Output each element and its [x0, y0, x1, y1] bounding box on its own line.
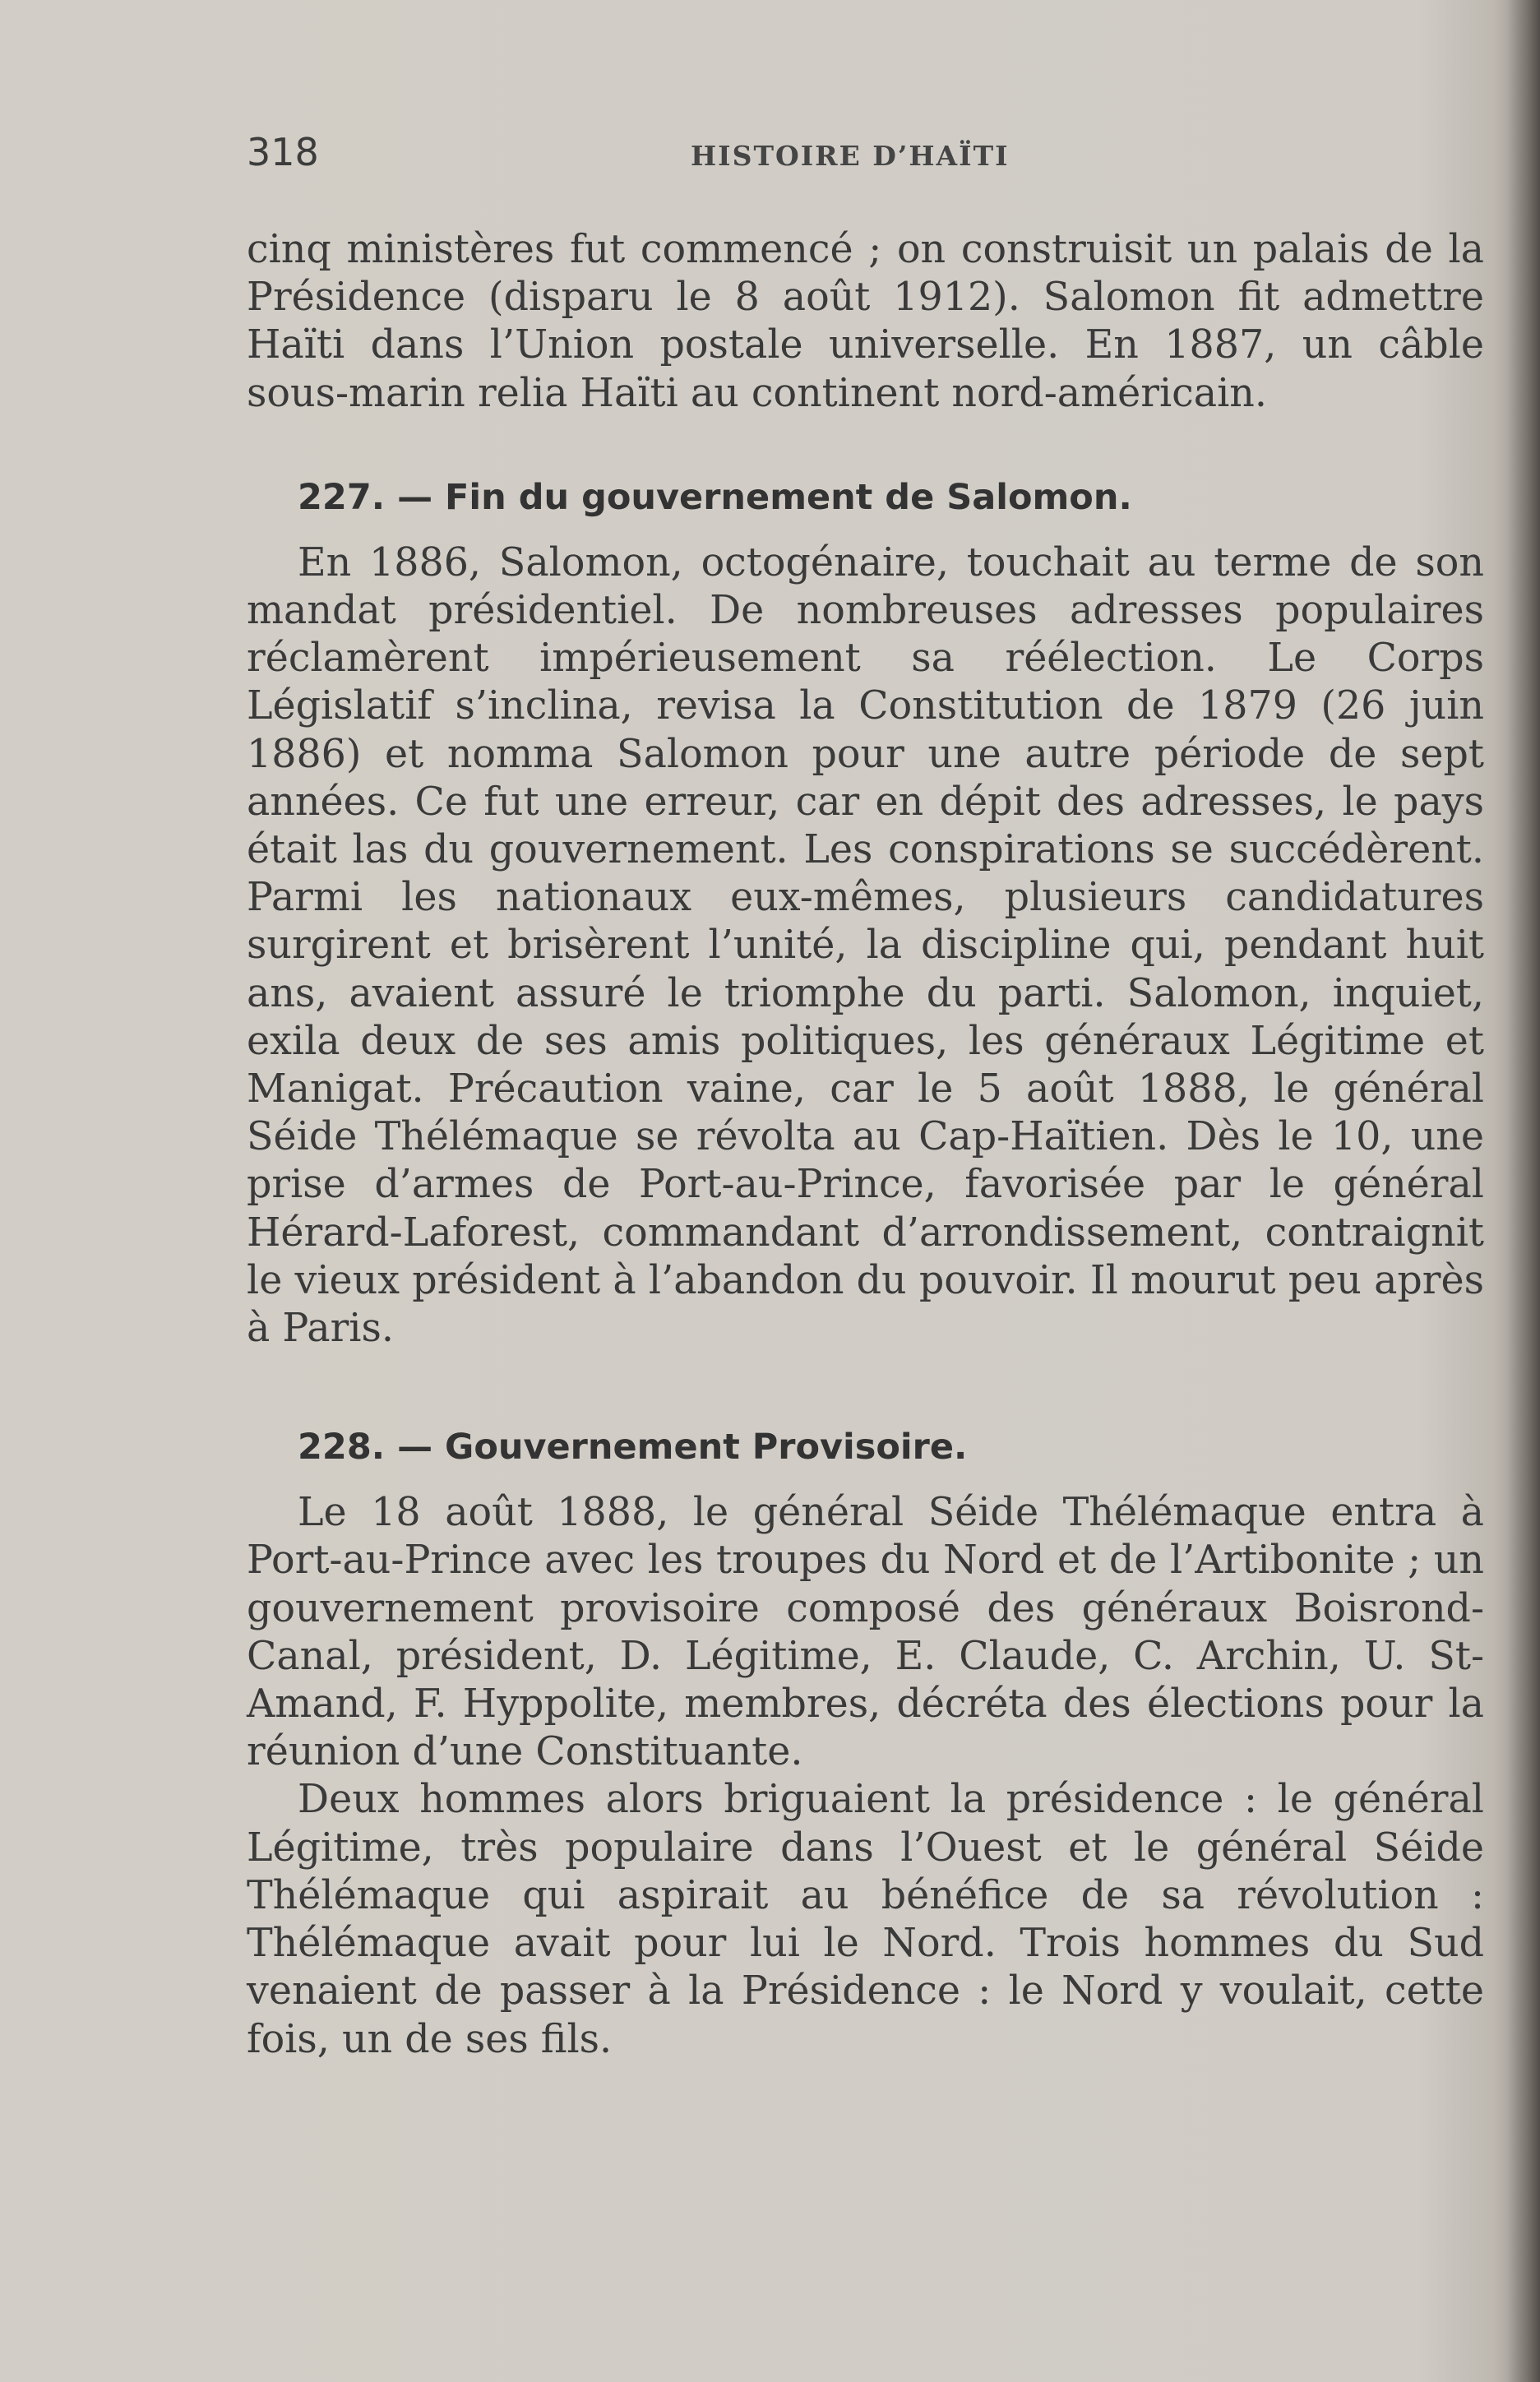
section-227-paragraph: En 1886, Salomon, octogénaire, touchait au terme de son mandat présidentiel. De nombreuses adresses populaires réclamèrent impérieusement sa réélection. Le Corps Législatif s’inclina, revisa la Constitution de 1879 (26 juin 1886) et nomma Salomon pour une autre période de sept années. Ce fut une erreur, car en dépit des adresses, le pays était las du gouvernement. Les conspirations se succédèrent. Parmi les nationaux eux-mêmes, plusieurs candidatures surgirent et brisèrent l’unité, la discipline qui, pendant huit ans, avaient assuré le triomphe du parti. Salomon, inquiet, exila deux de ses amis politiques, les généraux Légitime et Manigat. Précaution vaine, car le 5 août 1888, le général Séide Thélémaque se révolta au Cap-Haïtien. Dès le 10, une prise d’armes de Port-au-Prince, favorisée par le général Hérard-Laforest, commandant d’arrondissement, contraignit le vieux président à l’abandon du pouvoir. Il mourut peu après à Paris. — [247, 539, 1484, 1352]
page-edge-shadow — [1507, 0, 1540, 2382]
section-228-paragraph-2: Deux hommes alors briguaient la présidence : le général Légitime, très populaire dans l’Ouest et le général Séide Thélémaque qui aspirait au bénéfice de sa révolution : Thélémaque avait pour lui le Nord. Trois hommes du Sud venaient de passer à la Présidence : le Nord y voulait, cette fois, un de ses fils. — [247, 1777, 1484, 2062]
page-body — [247, 226, 1484, 2064]
section-227-heading: 227. — Fin du gouvernement de Salomon. — [298, 476, 1132, 518]
intro-paragraph: cinq ministères fut commencé ; on construisit un palais de la Présidence (disparu le 8 août 1912). Salomon fit admettre Haïti dans l’Union postale universelle. En 1887, un câble sous-marin relia Haïti au continent nord-américain. — [247, 227, 1484, 416]
page-header — [247, 130, 1484, 179]
page-number: 318 — [247, 130, 319, 174]
section-228-heading: 228. — Gouvernement Provisoire. — [298, 1427, 968, 1469]
section-228-paragraph-1: Le 18 août 1888, le général Séide Thélémaque entra à Port-au-Prince avec les troupes du Nord et de l’Artibonite ; un gouvernement provisoire composé des généraux Boisrond-Canal, président, D. Légitime, E. Claude, C. Archin, U. St-Amand, F. Hyppolite, membres, décréta des élections pour la réunion d’une Constituante. — [247, 1490, 1484, 1775]
running-title: HISTOIRE D’HAÏTI — [691, 140, 1010, 172]
